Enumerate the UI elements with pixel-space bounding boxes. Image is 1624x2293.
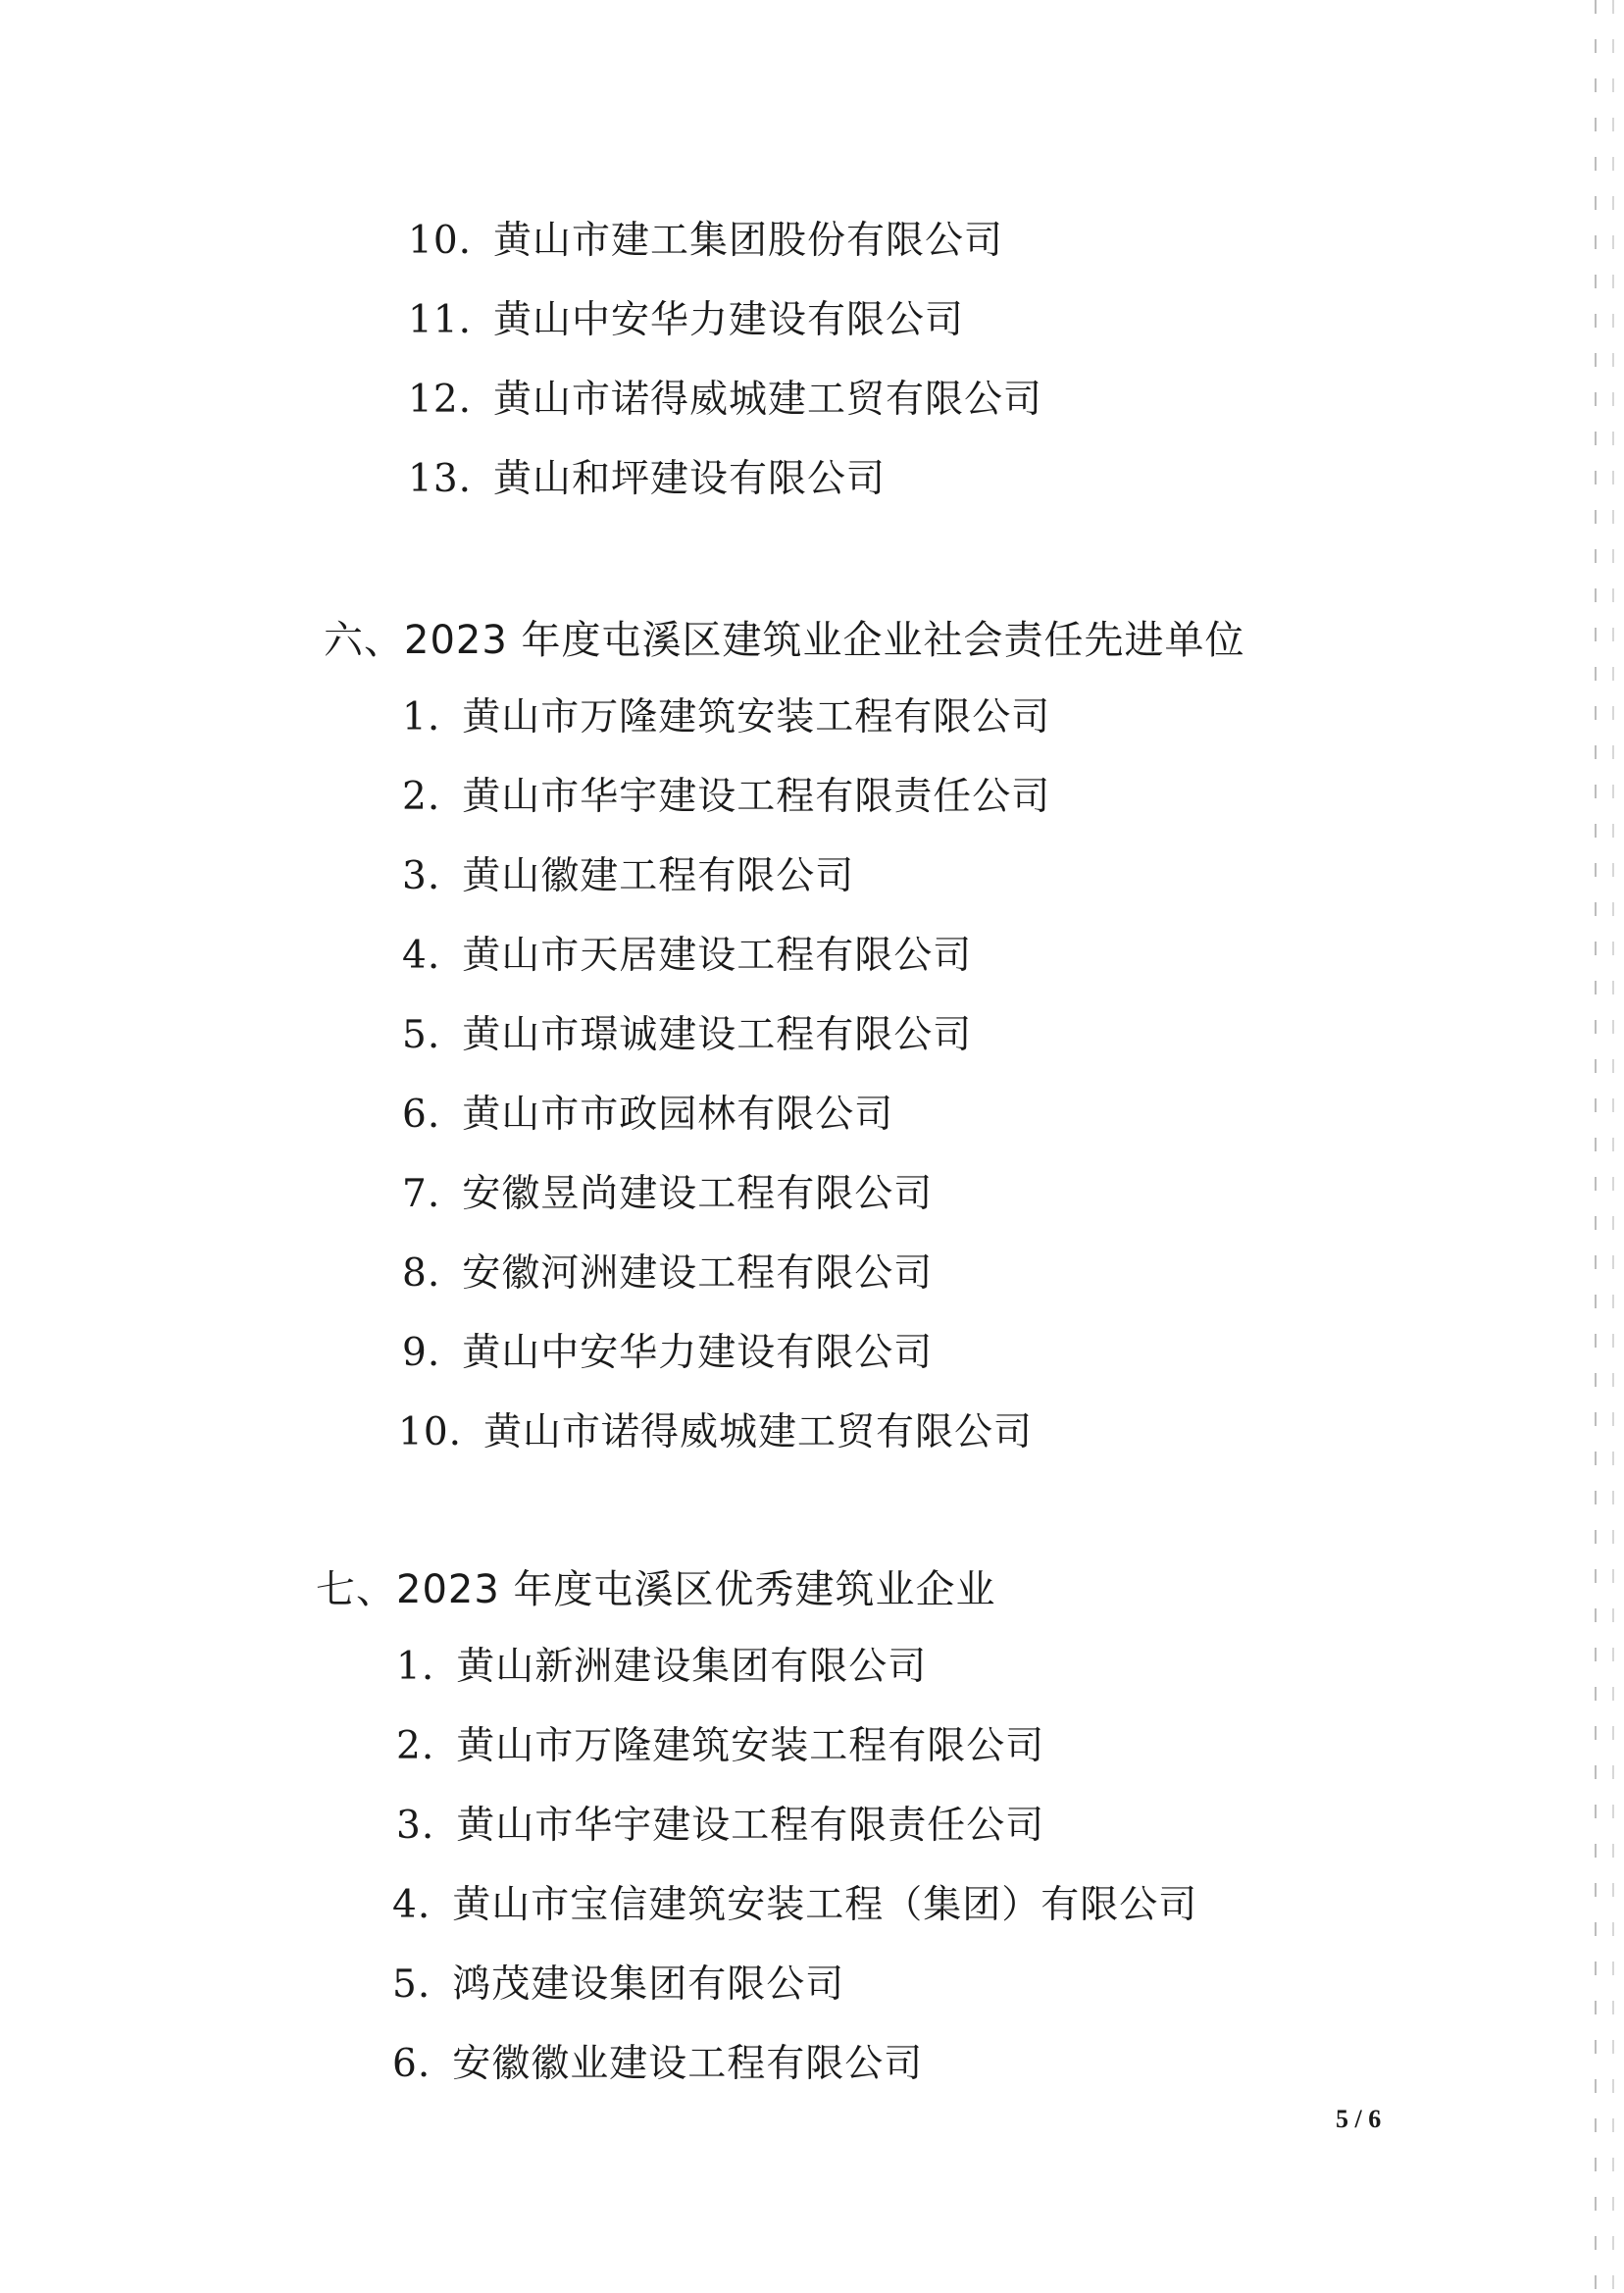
list-item	[396, 1723, 1044, 1770]
item-number: 1.	[402, 695, 441, 739]
item-number: 4.	[402, 934, 441, 978]
item-number: 8.	[402, 1251, 441, 1296]
company-name: 黄山市诺得威城建工贸有限公司	[483, 1410, 1034, 1454]
company-name: 黄山市万隆建筑安装工程有限公司	[456, 1724, 1045, 1768]
list-item	[408, 377, 1042, 424]
company-name: 黄山中安华力建设有限公司	[493, 298, 965, 342]
list-item	[392, 1882, 1197, 1929]
section-heading: 七、2023 年度屯溪区优秀建筑业企业	[316, 1567, 996, 1612]
company-name: 黄山中安华力建设有限公司	[462, 1331, 934, 1375]
item-number: 10.	[398, 1410, 463, 1454]
list-item	[392, 2041, 923, 2088]
section-heading: 六、2023 年度屯溪区建筑业企业社会责任先进单位	[324, 618, 1245, 663]
list-item	[402, 1012, 972, 1059]
list-item	[408, 297, 964, 344]
item-number: 9.	[402, 1331, 441, 1375]
list-item	[402, 933, 972, 980]
company-name: 黄山市市政园林有限公司	[462, 1093, 894, 1137]
item-number: 3.	[396, 1804, 435, 1848]
company-name: 黄山市建工集团股份有限公司	[493, 219, 1004, 263]
list-item	[402, 774, 1050, 821]
company-name: 黄山新洲建设集团有限公司	[456, 1645, 928, 1689]
item-number: 12.	[408, 378, 473, 422]
company-name: 黄山市华宇建设工程有限责任公司	[462, 775, 1051, 819]
list-item	[402, 1330, 933, 1377]
item-number: 5.	[392, 1962, 431, 2007]
list-item	[402, 1092, 893, 1139]
page-number: 5 / 6	[1336, 2105, 1382, 2133]
company-name: 安徽昱尚建设工程有限公司	[462, 1172, 934, 1216]
item-number: 11.	[408, 298, 473, 342]
scan-edge-line	[1595, 0, 1597, 2293]
list-item	[408, 456, 886, 503]
item-number: 13.	[408, 457, 473, 501]
company-name: 黄山徽建工程有限公司	[462, 854, 855, 898]
item-number: 7.	[402, 1172, 441, 1216]
item-number: 6.	[402, 1093, 441, 1137]
company-name: 黄山和坪建设有限公司	[493, 457, 887, 501]
company-name: 安徽河洲建设工程有限公司	[462, 1251, 934, 1296]
item-number: 2.	[396, 1724, 435, 1768]
list-item	[402, 1171, 933, 1218]
item-number: 6.	[392, 2042, 431, 2086]
company-name: 黄山市华宇建设工程有限责任公司	[456, 1804, 1045, 1848]
list-item	[398, 1409, 1033, 1456]
company-name: 黄山市万隆建筑安装工程有限公司	[462, 695, 1051, 739]
list-item	[396, 1644, 927, 1691]
item-number: 5.	[402, 1013, 441, 1057]
list-item	[402, 1250, 933, 1298]
item-number: 3.	[402, 854, 441, 898]
company-name: 黄山市天居建设工程有限公司	[462, 934, 973, 978]
item-number: 4.	[392, 1883, 431, 1927]
item-number: 2.	[402, 775, 441, 819]
company-name: 黄山市诺得威城建工贸有限公司	[493, 378, 1043, 422]
item-number: 10.	[408, 219, 473, 263]
company-name: 黄山市宝信建筑安装工程（集团）有限公司	[452, 1883, 1198, 1927]
list-item	[408, 218, 1003, 265]
item-number: 1.	[396, 1645, 435, 1689]
list-item	[396, 1803, 1044, 1850]
company-name: 安徽徽业建设工程有限公司	[452, 2042, 924, 2086]
list-item	[402, 694, 1050, 741]
scan-edge-line	[1612, 0, 1614, 2293]
list-item	[402, 853, 854, 900]
company-name: 黄山市璟诚建设工程有限公司	[462, 1013, 973, 1057]
list-item	[392, 1962, 844, 2009]
company-name: 鸿茂建设集团有限公司	[452, 1962, 845, 2007]
